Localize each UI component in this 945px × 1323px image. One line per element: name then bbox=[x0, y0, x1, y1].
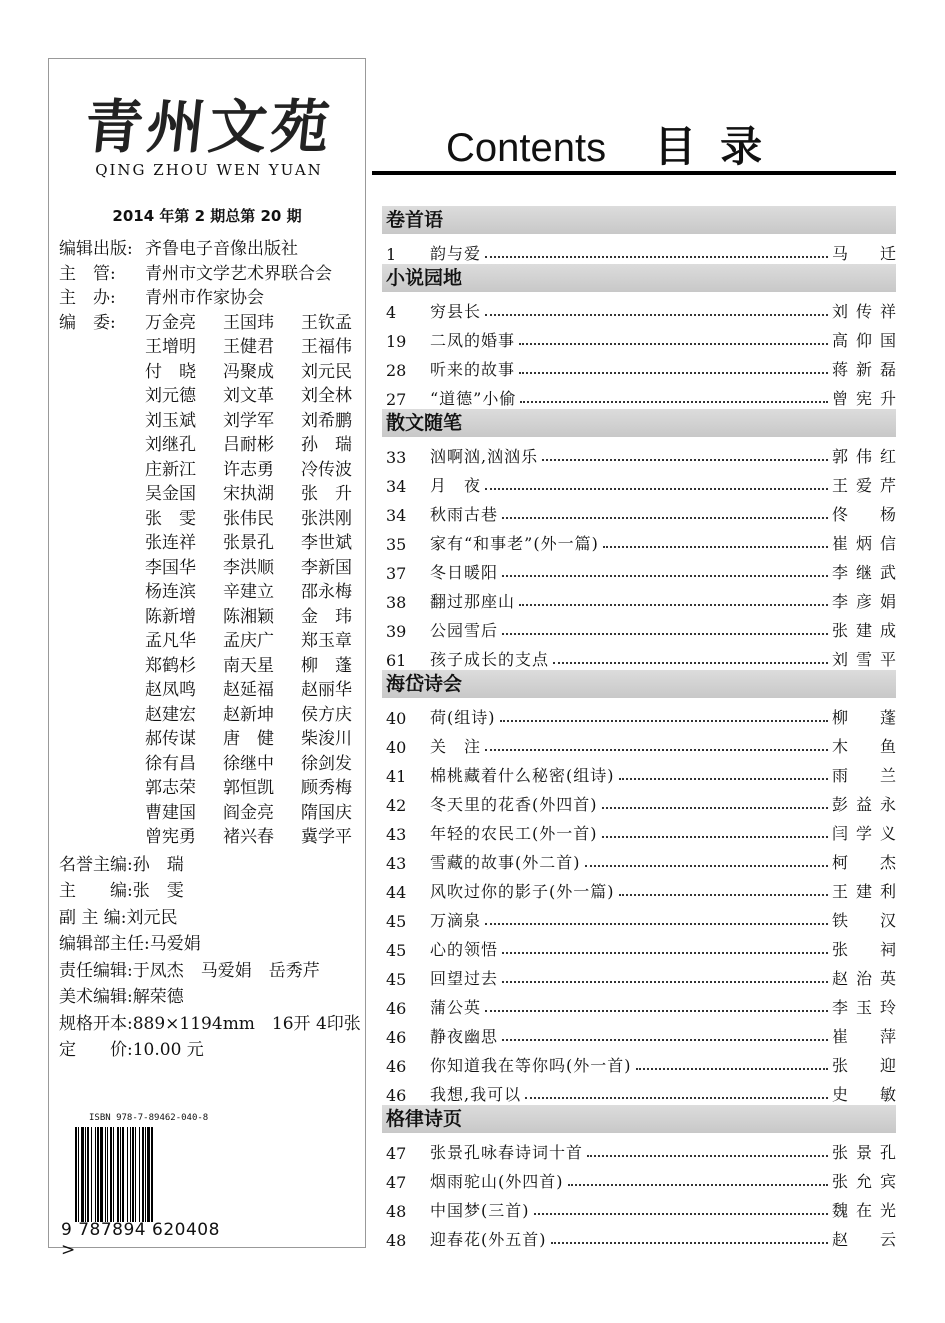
committee-member: 隋国庆 bbox=[301, 802, 352, 823]
committee-row bbox=[145, 752, 365, 777]
staff-row bbox=[59, 852, 364, 879]
section-header: 散文随笔 bbox=[382, 409, 896, 437]
committee-row bbox=[145, 409, 365, 434]
entry-title: 翻过那座山 bbox=[430, 592, 516, 611]
toc-entry bbox=[382, 1163, 896, 1192]
leader-dots bbox=[619, 778, 829, 780]
toc-entry bbox=[382, 960, 896, 989]
publisher-info-row bbox=[59, 286, 364, 311]
committee-member: 吕耐彬 bbox=[223, 435, 274, 455]
leader-dots bbox=[485, 314, 828, 316]
staff-row bbox=[59, 905, 364, 932]
isbn-text: ISBN 978-7-89462-040-8 bbox=[89, 1113, 209, 1123]
committee-member: 南天星 bbox=[223, 655, 274, 676]
leader-dots bbox=[485, 256, 828, 258]
committee-member: 张连祥 bbox=[145, 533, 196, 553]
committee-row bbox=[145, 703, 365, 728]
leader-dots bbox=[485, 923, 828, 925]
staff-value: 解荣德 bbox=[132, 987, 184, 1007]
entry-title: 听来的故事 bbox=[430, 360, 516, 379]
entry-author: 刘传祥 bbox=[832, 302, 896, 321]
entry-author: 马迁 bbox=[832, 244, 896, 263]
entry-title: 烟雨驼山(外四首) bbox=[430, 1172, 564, 1191]
committee-member: 刘玉斌 bbox=[145, 410, 196, 431]
committee-row bbox=[145, 580, 365, 605]
committee-member: 孟凡华 bbox=[145, 631, 196, 651]
committee-row bbox=[145, 458, 365, 483]
table-of-contents bbox=[382, 206, 896, 1250]
entry-author: 张祠 bbox=[832, 940, 896, 959]
committee-member: 付 晓 bbox=[145, 361, 196, 382]
entry-author: 赵云 bbox=[832, 1230, 896, 1249]
entry-title: 月 夜 bbox=[430, 476, 482, 495]
entry-title: 冬日暖阳 bbox=[430, 563, 499, 582]
committee-member: 邵永梅 bbox=[301, 582, 352, 602]
entry-author: 高仰国 bbox=[832, 331, 896, 350]
toc-entry bbox=[382, 496, 896, 525]
leader-dots bbox=[619, 894, 829, 896]
committee-member: 张 升 bbox=[301, 484, 352, 504]
committee-row bbox=[145, 825, 365, 850]
committee-row bbox=[145, 507, 365, 532]
entry-author: 佟杨 bbox=[832, 505, 896, 524]
committee-member: 徐有昌 bbox=[145, 753, 196, 774]
entry-title: 汹啊汹,汹汹乐 bbox=[430, 447, 539, 466]
entry-page: 40 bbox=[386, 738, 407, 757]
leader-dots bbox=[502, 952, 828, 954]
staff-row bbox=[59, 931, 364, 958]
entry-author: 木鱼 bbox=[832, 737, 896, 756]
section-header: 格律诗页 bbox=[382, 1105, 896, 1133]
staff-label: 规格开本: bbox=[59, 1013, 133, 1034]
logo-chinese: 青州文苑 bbox=[81, 93, 337, 161]
section-header: 海岱诗会 bbox=[382, 670, 896, 698]
committee-member: 唐 健 bbox=[223, 729, 274, 749]
contents-title bbox=[446, 114, 786, 174]
entry-page: 44 bbox=[386, 883, 407, 902]
staff-row bbox=[59, 984, 364, 1011]
staff-value: 马爱娟 bbox=[149, 934, 201, 954]
committee-member: 刘文革 bbox=[223, 386, 274, 406]
committee-member: 赵凤鸣 bbox=[145, 680, 196, 700]
entry-page: 40 bbox=[386, 709, 407, 728]
entry-page: 43 bbox=[386, 854, 407, 873]
leader-dots bbox=[502, 1039, 828, 1041]
committee-row bbox=[145, 433, 365, 458]
entry-page: 46 bbox=[386, 999, 407, 1018]
info-value: 青州市作家协会 bbox=[145, 288, 264, 308]
committee-row bbox=[145, 776, 365, 801]
staff-label: 美术编辑: bbox=[59, 987, 133, 1007]
committee-member: 刘元民 bbox=[301, 361, 352, 382]
entry-author: 柳蓬 bbox=[832, 708, 896, 727]
entry-title: 风吹过你的影子(外一篇) bbox=[430, 882, 615, 901]
entry-author: 张允宾 bbox=[832, 1172, 896, 1191]
committee-member: 赵延福 bbox=[223, 680, 274, 700]
entry-title: 公园雪后 bbox=[430, 621, 499, 640]
entry-author: 崔萍 bbox=[832, 1027, 896, 1046]
barcode-number: 9 787894 620408 > bbox=[61, 1220, 220, 1260]
toc-entry bbox=[382, 235, 896, 264]
committee-member: 刘希鹏 bbox=[301, 410, 352, 431]
entry-author: 张建成 bbox=[832, 621, 896, 640]
masthead-panel bbox=[48, 58, 366, 1260]
staff-label: 主 编: bbox=[59, 881, 133, 901]
leader-dots bbox=[587, 1155, 828, 1157]
entry-page: 35 bbox=[386, 535, 407, 554]
toc-entry bbox=[382, 1134, 896, 1163]
staff-label: 副 主 编: bbox=[59, 907, 127, 928]
committee-member: 赵建宏 bbox=[145, 704, 196, 725]
entry-page: 34 bbox=[386, 477, 407, 496]
entry-title: 年轻的农民工(外一首) bbox=[430, 824, 598, 843]
entry-title: 穷县长 bbox=[430, 302, 482, 321]
toc-entry bbox=[382, 554, 896, 583]
info-label: 主 管: bbox=[59, 263, 116, 284]
committee-row bbox=[145, 678, 365, 703]
committee-member: 郑玉章 bbox=[301, 631, 352, 651]
toc-entry bbox=[382, 786, 896, 815]
entry-author: 张景孔 bbox=[832, 1143, 896, 1162]
toc-entry bbox=[382, 1018, 896, 1047]
entry-author: 李彦娟 bbox=[832, 592, 896, 611]
leader-dots bbox=[553, 662, 828, 664]
committee-row bbox=[145, 531, 365, 556]
publisher-info-row bbox=[59, 237, 364, 262]
entry-page: 34 bbox=[386, 506, 407, 525]
committee-row bbox=[145, 605, 365, 630]
staff-row bbox=[59, 1011, 364, 1038]
committee-member: 许志勇 bbox=[223, 459, 274, 480]
entry-author: 魏在光 bbox=[832, 1201, 896, 1220]
committee-member: 王福伟 bbox=[301, 337, 352, 357]
committee-member: 冯聚成 bbox=[223, 361, 274, 382]
committee-member: 郝传谋 bbox=[145, 729, 196, 749]
leader-dots bbox=[551, 1242, 829, 1244]
entry-title: 雪藏的故事(外二首) bbox=[430, 853, 581, 872]
toc-entry bbox=[382, 873, 896, 902]
committee-row bbox=[145, 311, 365, 336]
toc-entry bbox=[382, 612, 896, 641]
staff-label: 定 价: bbox=[59, 1040, 133, 1060]
toc-entry bbox=[382, 467, 896, 496]
entry-author: 李继武 bbox=[832, 563, 896, 582]
entry-page: 43 bbox=[386, 825, 407, 844]
isbn-barcode bbox=[61, 1113, 239, 1260]
committee-member: 徐继中 bbox=[223, 753, 274, 774]
committee-member: 张洪刚 bbox=[301, 508, 352, 529]
entry-author: 崔炳信 bbox=[832, 534, 896, 553]
entry-page: 1 bbox=[386, 245, 397, 264]
info-label: 编辑出版: bbox=[59, 239, 133, 259]
leader-dots bbox=[520, 401, 828, 403]
committee-member: 顾秀梅 bbox=[301, 778, 352, 798]
toc-entry bbox=[382, 699, 896, 728]
toc-entry bbox=[382, 583, 896, 612]
info-label: 编 委: bbox=[59, 312, 116, 333]
leader-dots bbox=[485, 1010, 828, 1012]
committee-member: 褚兴春 bbox=[223, 827, 274, 847]
committee-member: 陈新增 bbox=[145, 606, 196, 627]
title-rule bbox=[372, 171, 896, 175]
entry-page: 37 bbox=[386, 564, 407, 583]
section-header: 小说园地 bbox=[382, 264, 896, 292]
committee-member: 吴金国 bbox=[145, 484, 196, 504]
committee-member: 王健君 bbox=[223, 337, 274, 357]
info-value: 齐鲁电子音像出版社 bbox=[145, 239, 298, 259]
entry-title: 我想,我可以 bbox=[430, 1085, 522, 1104]
committee-member: 王钦孟 bbox=[301, 312, 352, 333]
staff-row bbox=[59, 1037, 364, 1064]
committee-member: 李新国 bbox=[301, 557, 352, 578]
magazine-logo bbox=[69, 95, 349, 179]
entry-page: 47 bbox=[386, 1144, 407, 1163]
entry-title: 荷(组诗) bbox=[430, 708, 496, 727]
leader-dots bbox=[568, 1184, 829, 1186]
leader-dots bbox=[603, 546, 828, 548]
entry-author: 曾宪升 bbox=[832, 389, 896, 408]
staff-info bbox=[59, 852, 364, 1064]
committee-member: 张景孔 bbox=[223, 533, 274, 553]
entry-page: 41 bbox=[386, 767, 407, 786]
committee-member: 杨连滨 bbox=[145, 582, 196, 602]
staff-label: 编辑部主任: bbox=[59, 934, 150, 954]
committee-row bbox=[145, 384, 365, 409]
entry-title: 你知道我在等你吗(外一首) bbox=[430, 1056, 632, 1075]
committee-member: 万金亮 bbox=[145, 312, 196, 333]
entry-author: 张迎 bbox=[832, 1056, 896, 1075]
leader-dots bbox=[502, 633, 828, 635]
issue-number: 2014 年第 2 期总第 20 期 bbox=[112, 207, 302, 225]
entry-title: 心的领悟 bbox=[430, 940, 499, 959]
toc-entry bbox=[382, 438, 896, 467]
toc-entry bbox=[382, 641, 896, 670]
committee-member: 王增明 bbox=[145, 337, 196, 357]
committee-row bbox=[145, 801, 365, 826]
entry-page: 46 bbox=[386, 1057, 407, 1076]
info-label: 主 办: bbox=[59, 288, 116, 308]
contents-title-en: Contents bbox=[446, 126, 607, 170]
entry-title: 秋雨古巷 bbox=[430, 505, 499, 524]
entry-page: 27 bbox=[386, 390, 407, 409]
entry-page: 42 bbox=[386, 796, 407, 815]
entry-title: 迎春花(外五首) bbox=[430, 1230, 547, 1249]
barcode-bars bbox=[75, 1127, 239, 1222]
toc-entry bbox=[382, 989, 896, 1018]
leader-dots bbox=[502, 981, 828, 983]
committee-member: 冷传波 bbox=[301, 459, 352, 480]
entry-author: 蒋新磊 bbox=[832, 360, 896, 379]
committee-member: 金 玮 bbox=[301, 606, 352, 627]
leader-dots bbox=[502, 517, 828, 519]
toc-entry bbox=[382, 931, 896, 960]
staff-label: 名誉主编: bbox=[59, 854, 133, 875]
toc-entry bbox=[382, 902, 896, 931]
committee-member: 赵新坤 bbox=[223, 704, 274, 725]
entry-author: 闫学义 bbox=[832, 824, 896, 843]
committee-row bbox=[145, 482, 365, 507]
committee-member: 李国华 bbox=[145, 557, 196, 578]
committee-member: 宋执湖 bbox=[223, 484, 274, 504]
committee-member: 刘全林 bbox=[301, 386, 352, 406]
editorial-committee bbox=[145, 311, 365, 850]
committee-member: 冀学平 bbox=[301, 827, 352, 847]
leader-dots bbox=[542, 459, 828, 461]
entry-title: 韵与爱 bbox=[430, 244, 482, 263]
committee-row bbox=[145, 654, 365, 679]
entry-title: 冬天里的花香(外四首) bbox=[430, 795, 598, 814]
entry-title: 棉桃藏着什么秘密(组诗) bbox=[430, 766, 615, 785]
staff-value: 889×1194mm 16开 4印张 bbox=[132, 1013, 361, 1034]
entry-page: 19 bbox=[386, 332, 407, 351]
publisher-info-row bbox=[59, 262, 364, 287]
leader-dots bbox=[502, 575, 828, 577]
entry-title: 关 注 bbox=[430, 737, 482, 756]
leader-dots bbox=[519, 604, 828, 606]
leader-dots bbox=[636, 1068, 829, 1070]
entry-page: 48 bbox=[386, 1231, 407, 1250]
entry-author: 郭伟红 bbox=[832, 447, 896, 466]
committee-member: 柴浚川 bbox=[301, 729, 352, 749]
committee-row bbox=[145, 360, 365, 385]
committee-row bbox=[145, 629, 365, 654]
committee-member: 赵丽华 bbox=[301, 680, 352, 700]
section-header: 卷首语 bbox=[382, 206, 896, 234]
committee-member: 张伟民 bbox=[223, 508, 274, 529]
committee-member: 孟庆广 bbox=[223, 631, 274, 651]
leader-dots bbox=[602, 807, 829, 809]
toc-entry bbox=[382, 728, 896, 757]
committee-member: 辛建立 bbox=[223, 582, 274, 602]
leader-dots bbox=[519, 372, 828, 374]
leader-dots bbox=[485, 749, 828, 751]
leader-dots bbox=[534, 1213, 829, 1215]
entry-title: 张景孔咏春诗词十首 bbox=[430, 1143, 584, 1162]
entry-page: 48 bbox=[386, 1202, 407, 1221]
leader-dots bbox=[585, 865, 829, 867]
toc-entry bbox=[382, 844, 896, 873]
toc-entry bbox=[382, 1047, 896, 1076]
staff-value: 10.00 元 bbox=[132, 1040, 204, 1060]
contents-title-cn: 目录 bbox=[654, 122, 787, 171]
staff-label: 责任编辑: bbox=[59, 960, 133, 981]
committee-member: 郭恒凯 bbox=[223, 778, 274, 798]
entry-title: “道德”小偷 bbox=[430, 389, 517, 408]
committee-member: 张 雯 bbox=[145, 508, 196, 529]
toc-entry bbox=[382, 1192, 896, 1221]
entry-page: 61 bbox=[386, 651, 407, 670]
entry-page: 45 bbox=[386, 970, 407, 989]
entry-title: 蒲公英 bbox=[430, 998, 482, 1017]
entry-author: 铁汉 bbox=[832, 911, 896, 930]
entry-page: 47 bbox=[386, 1173, 407, 1192]
committee-member: 刘元德 bbox=[145, 386, 196, 406]
entry-title: 孩子成长的支点 bbox=[430, 650, 550, 669]
committee-member: 郑鹤杉 bbox=[145, 655, 196, 676]
committee-member: 王国玮 bbox=[223, 312, 274, 333]
toc-entry bbox=[382, 1076, 896, 1105]
committee-member: 李洪顺 bbox=[223, 557, 274, 578]
toc-entry bbox=[382, 757, 896, 786]
committee-row bbox=[145, 335, 365, 360]
committee-member: 郭志荣 bbox=[145, 778, 196, 798]
entry-title: 中国梦(三首) bbox=[430, 1201, 530, 1220]
entry-author: 赵治英 bbox=[832, 969, 896, 988]
entry-author: 史敏 bbox=[832, 1085, 896, 1104]
committee-member: 侯方庆 bbox=[301, 704, 352, 725]
staff-value: 张 雯 bbox=[132, 881, 184, 901]
entry-title: 家有“和事老”(外一篇) bbox=[430, 534, 599, 553]
entry-author: 刘雪平 bbox=[832, 650, 896, 669]
info-value: 青州市文学艺术界联合会 bbox=[145, 263, 332, 284]
entry-title: 静夜幽思 bbox=[430, 1027, 499, 1046]
committee-member: 孙 瑞 bbox=[301, 435, 352, 455]
entry-page: 45 bbox=[386, 941, 407, 960]
entry-page: 45 bbox=[386, 912, 407, 931]
committee-member: 柳 蓬 bbox=[301, 655, 352, 676]
toc-entry bbox=[382, 815, 896, 844]
committee-member: 刘继孔 bbox=[145, 435, 196, 455]
entry-page: 46 bbox=[386, 1028, 407, 1047]
staff-value: 孙 瑞 bbox=[132, 854, 184, 875]
entry-page: 39 bbox=[386, 622, 407, 641]
toc-entry bbox=[382, 293, 896, 322]
committee-row bbox=[145, 727, 365, 752]
committee-row bbox=[145, 556, 365, 581]
entry-author: 雨兰 bbox=[832, 766, 896, 785]
leader-dots bbox=[519, 343, 828, 345]
committee-member: 陈湘颖 bbox=[223, 606, 274, 627]
toc-entry bbox=[382, 525, 896, 554]
committee-member: 阎金亮 bbox=[223, 802, 274, 823]
toc-entry bbox=[382, 380, 896, 409]
entry-page: 46 bbox=[386, 1086, 407, 1105]
entry-author: 柯杰 bbox=[832, 853, 896, 872]
committee-member: 曾宪勇 bbox=[145, 827, 196, 847]
entry-page: 38 bbox=[386, 593, 407, 612]
entry-author: 王建利 bbox=[832, 882, 896, 901]
toc-entry bbox=[382, 322, 896, 351]
entry-page: 33 bbox=[386, 448, 407, 467]
staff-value: 刘元民 bbox=[126, 907, 178, 928]
entry-page: 28 bbox=[386, 361, 407, 380]
entry-author: 李玉玲 bbox=[832, 998, 896, 1017]
leader-dots bbox=[525, 1097, 828, 1099]
leader-dots bbox=[602, 836, 829, 838]
committee-member: 庄新江 bbox=[145, 459, 196, 480]
leader-dots bbox=[485, 488, 828, 490]
staff-value: 于凤杰 马爱娟 岳秀芹 bbox=[132, 960, 320, 981]
logo-pinyin: QING ZHOU WEN YUAN bbox=[95, 161, 323, 179]
toc-entry bbox=[382, 1221, 896, 1250]
toc-entry bbox=[382, 351, 896, 380]
committee-member: 曹建国 bbox=[145, 802, 196, 823]
entry-title: 万滴泉 bbox=[430, 911, 482, 930]
entry-title: 回望过去 bbox=[430, 969, 499, 988]
entry-author: 王爱芹 bbox=[832, 476, 896, 495]
committee-member: 李世斌 bbox=[301, 533, 352, 553]
staff-row bbox=[59, 958, 364, 985]
entry-author: 彭益永 bbox=[832, 795, 896, 814]
committee-member: 刘学军 bbox=[223, 410, 274, 431]
entry-title: 二凤的婚事 bbox=[430, 331, 516, 350]
committee-member: 徐剑发 bbox=[301, 753, 352, 774]
staff-row bbox=[59, 878, 364, 905]
entry-page: 4 bbox=[386, 303, 397, 322]
leader-dots bbox=[500, 720, 829, 722]
